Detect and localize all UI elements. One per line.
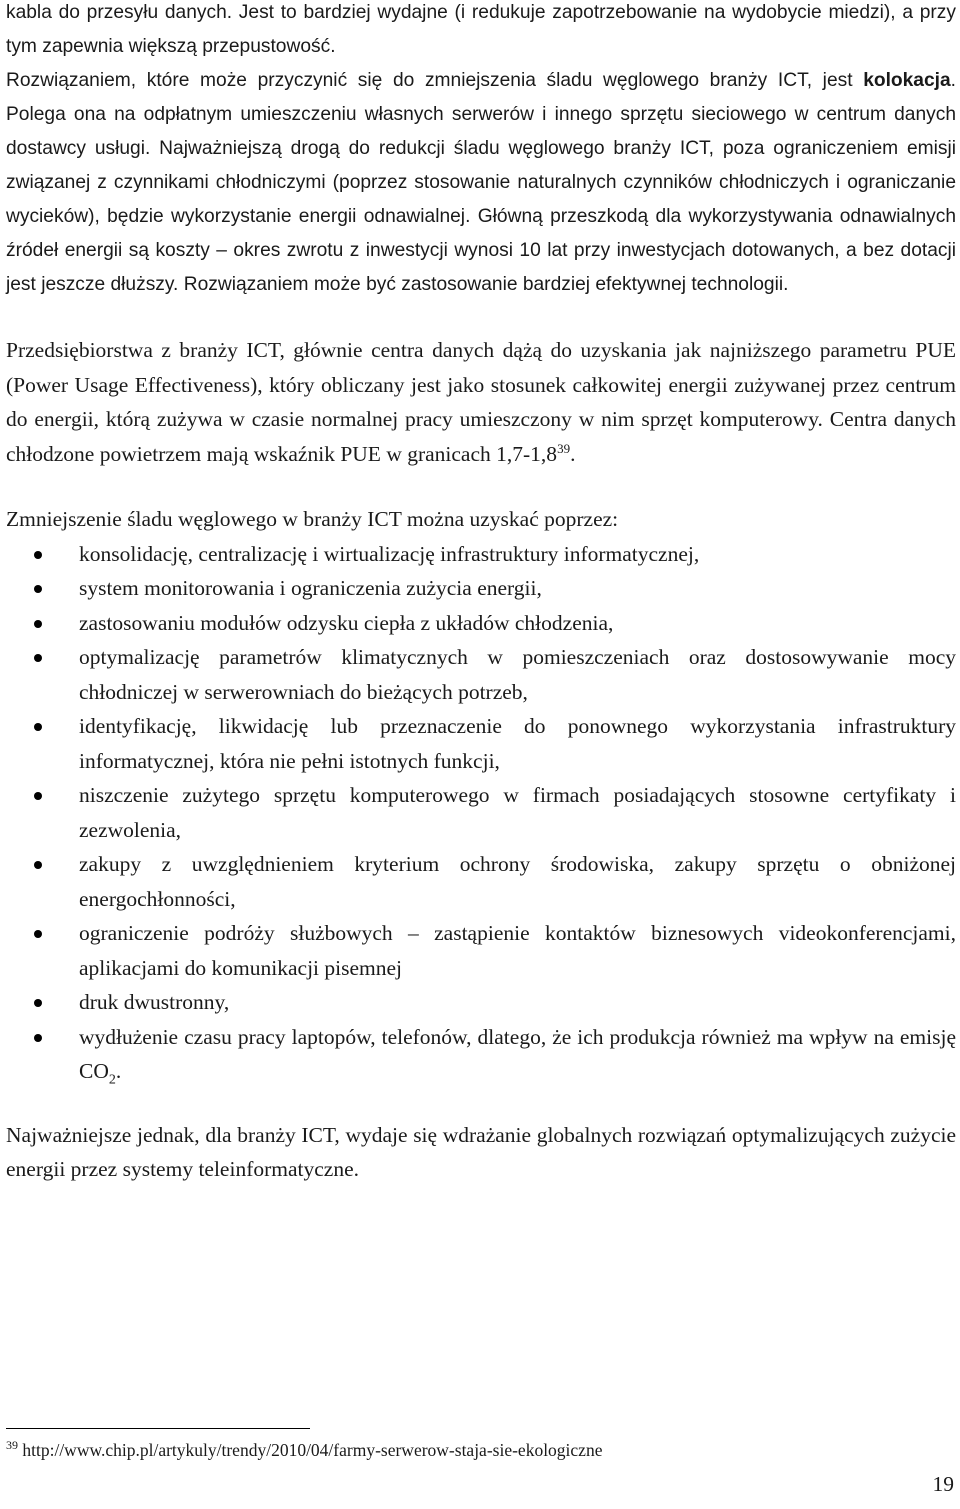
bullet-icon [34,585,42,593]
list-item-text: system monitorowania i ograniczenia zużycia energii, [79,576,542,600]
paragraph-colocation [6,64,956,302]
list-item [6,537,956,572]
footnote [6,1440,602,1461]
list-item-end: . [115,1059,122,1083]
list-item [6,640,956,709]
footnote-divider [6,1428,310,1429]
bullet-icon [34,551,42,559]
paragraph-cable: kabla do przesyłu danych. Jest to bardziej wydajne (i redukuje zapotrzebowanie na wydobycie miedzi), a przy tym zapewnia większą przepustowość. [6,2,956,57]
footnote-url[interactable]: http://www.chip.pl/artykuly/trendy/2010/04/farmy-serwerow-staja-sie-ekologiczne [22,1440,603,1460]
document-page [6,0,956,1187]
bullet-icon [34,930,42,938]
list-item [6,709,956,778]
pue-end: . [570,441,576,466]
list-item [6,606,956,641]
list-item-text: druk dwustronny, [79,990,230,1014]
bullet-list [6,537,956,1089]
list-item [6,985,956,1020]
bullet-icon [34,861,42,869]
paragraph-conclusion: Najważniejsze jednak, dla branży ICT, wydaje się wdrażanie globalnych rozwiązań optymalizujących zużycie energii przez systemy teleinformatyczne. [6,1122,956,1181]
list-item-text: zakupy z uwzględnieniem kryterium ochrony środowiska, zakupy sprzętu o obniżonej energochłonności, [79,852,956,911]
bullet-icon [34,1034,42,1042]
subscript: 2 [108,1072,116,1088]
bullet-icon [34,654,42,662]
bullet-icon [34,792,42,800]
colocation-rest: . Polega ona na odpłatnym umieszczeniu własnych serwerów i innego sprzętu sieciowego w centrum danych dostawcy usługi. Najważniejszą drogą do redukcji śladu węglowego branży ICT, poza ograniczeniem emisji związanej z czynnikami chłodniczymi (poprzez stosowanie naturalnych czynników chłodniczych i ograniczanie wycieków), będzie wykorzystanie energii odnawialnej. Główną przeszkodą dla wykorzystywania odnawialnych źródeł energii są koszty – okres zwrotu z inwestycji wynosi 10 lat przy inwestycjach dotowanych, a bez dotacji jest jeszcze dłuższy. Rozwiązaniem może być zastosowanie bardziej efektywnej technologii. [6,70,956,295]
colocation-intro: Rozwiązaniem, które może przyczynić się do zmniejszenia śladu węglowego branży ICT, jest [6,70,864,91]
footnote-number: 39 [6,1438,18,1453]
bullet-icon [34,723,42,731]
list-item-text: niszczenie zużytego sprzętu komputerowego w firmach posiadających stosowne certyfikaty i zezwolenia, [79,783,956,842]
page-number: 19 [932,1472,954,1496]
list-item-text: wydłużenie czasu pracy laptopów, telefonów, dlatego, że ich produkcja również ma wpływ na emisję CO [79,1024,956,1083]
colocation-term: kolokacja [863,70,951,91]
list-item-text: konsolidację, centralizację i wirtualizację infrastruktury informatycznej, [79,541,700,566]
list-item-text: identyfikację, likwidację lub przeznaczenie do ponownego wykorzystania infrastruktury informatycznej, która nie pełni istotnych funkcji, [79,714,956,773]
paragraph-pue [6,333,956,471]
list-item-text: zastosowaniu modułów odzysku ciepła z układów chłodzenia, [79,610,614,635]
list-item [6,571,956,606]
list-item [6,916,956,985]
bullet-icon [34,999,42,1007]
bullet-icon [34,620,42,628]
list-item-text: optymalizację parametrów klimatycznych w pomieszczeniach oraz dostosowywanie mocy chłodniczej w serwerowniach do bieżących potrzeb, [79,645,956,704]
footnote-ref: 39 [557,440,571,456]
list-item [6,847,956,916]
list-item [6,1020,956,1089]
list-item-text: ograniczenie podróży służbowych – zastąpienie kontaktów biznesowych videokonferencjami, aplikacjami do komunikacji pisemnej [79,921,956,980]
paragraph-list-intro: Zmniejszenie śladu węglowego w branży ICT można uzyskać poprzez: [6,507,619,531]
list-item [6,778,956,847]
pue-text: Przedsiębiorstwa z branży ICT, głównie centra danych dążą do uzyskania jak najniższego parametru PUE (Power Usage Effectiveness), który obliczany jest jako stosunek całkowitej energii zużywanej przez centrum do energii, którą zużywa w czasie normalnej pracy umieszczony w nim sprzęt komputerowy. Centra danych chłodzone powietrzem mają wskaźnik PUE w granicach 1,7-1,8 [6,338,956,466]
